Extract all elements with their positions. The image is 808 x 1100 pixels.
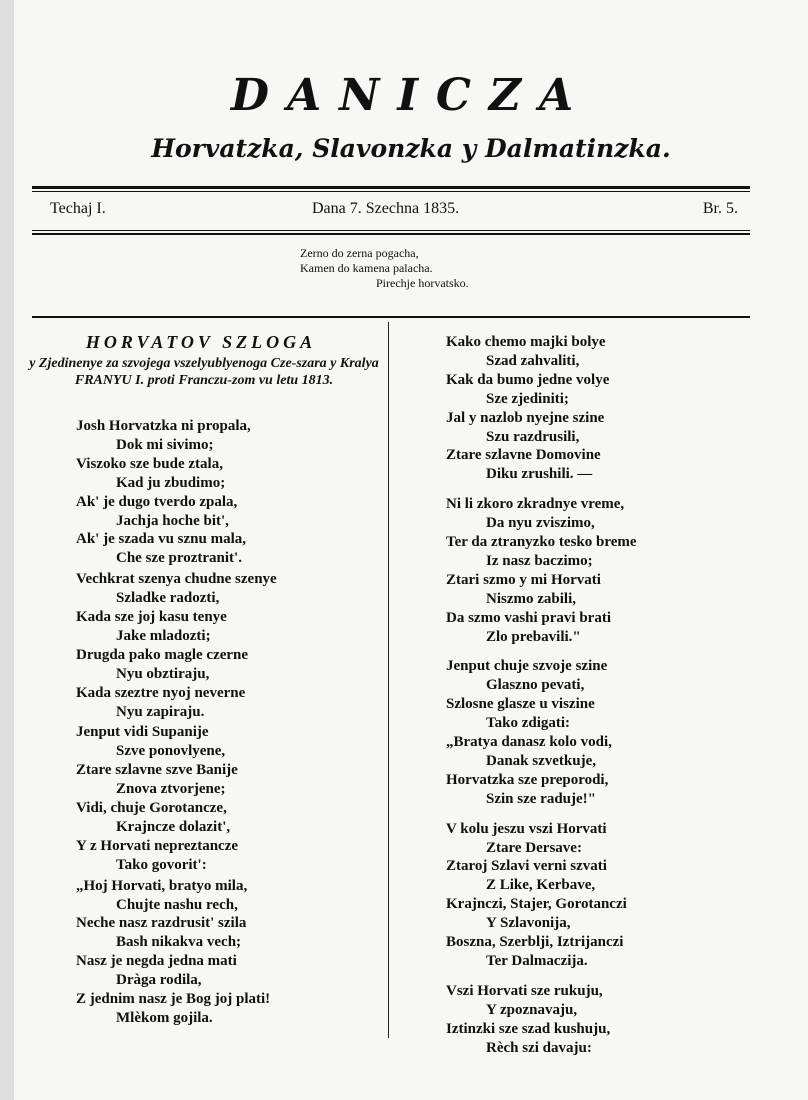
masthead-subtitle: Horvatzka, Slavonzka y Dalmatinzka. [151, 134, 671, 163]
poem-line: Szlosne glasze u viszine [446, 696, 595, 713]
poem-line: Jachja hoche bit', [116, 512, 229, 529]
poem-line: „Hoj Horvati, bratyo mila, [76, 877, 248, 894]
poem-line: Ak' je dugo tverdo zpala, [76, 493, 238, 510]
poem-line: Z Like, Kerbave, [486, 877, 596, 894]
poem-line: Szad zahvaliti, [486, 352, 580, 369]
poem-line: Kad ju zbudimo; [116, 474, 226, 491]
poem-line: V kolu jeszu vszi Horvati [446, 820, 607, 837]
poem-line: Szve ponovlyene, [116, 743, 226, 760]
poem-line: Kak da bumo jedne volye [446, 371, 610, 388]
poem-line: „Bratya danasz kolo vodi, [446, 734, 612, 750]
poem-line: Ztaroj Szlavi verni szvati [446, 858, 607, 875]
poem-line: Danak szvetkuje, [486, 752, 597, 769]
epigraph-source: Pirechje horvatsko. [376, 276, 469, 290]
poem-line: Kada sze joj kasu tenye [76, 609, 227, 625]
poem-line: Dok mi sivimo; [116, 436, 214, 453]
issue-rule-thick [32, 233, 750, 235]
poem-line: Dràga rodila, [116, 972, 202, 989]
poem-line: Zlo prebavili." [486, 628, 581, 645]
poem-line: Kako chemo majki bolye [446, 334, 606, 350]
poem-column-right [446, 334, 766, 1056]
poem-line: Josh Horvatzka ni propala, [76, 418, 251, 434]
poem-line: Krajnczi, Stajer, Gorotanczi [446, 896, 627, 913]
masthead-title: DANICZA [230, 70, 592, 121]
poem-line: Ter da ztranyzko tesko breme [446, 534, 637, 550]
poem-line: Ni li zkoro zkradnye vreme, [446, 496, 625, 513]
poem-line: Viszoko sze bude ztala, [76, 455, 223, 472]
poem-line: Drugda pako magle czerne [76, 646, 249, 663]
poem-line: Horvatzka sze preporodi, [446, 771, 609, 788]
poem-line: Y zpoznavaju, [486, 1001, 578, 1018]
poem-line: Kada szeztre nyoj neverne [76, 684, 246, 701]
poem-line: Iz nasz baczimo; [486, 552, 593, 569]
poem-line: Krajncze dolazit', [116, 818, 231, 835]
poem-line: Diku zrushili. — [486, 466, 593, 483]
poem-line: Ztare szlavne szve Banije [76, 762, 238, 779]
issue-volume: Techaj I. [50, 200, 106, 217]
poem-line: Y Szlavonija, [486, 915, 571, 932]
poem-line: Nyu obztiraju, [116, 665, 210, 682]
poem-line: Iztinzki sze szad kushuju, [446, 1020, 611, 1037]
poem-line: Ztari szmo y mi Horvati [446, 571, 601, 588]
poem-line: Rèch szi davaju: [486, 1039, 592, 1056]
poem-line: Jal y nazlob nyejne szine [446, 409, 605, 426]
poem-title: HORVATOV SZLOGA [85, 332, 317, 352]
poem-line: Szu razdrusili, [486, 428, 580, 445]
column-top-rule [32, 316, 750, 318]
newspaper-page [14, 0, 808, 1100]
poem-line: Ztare szlavne Domovine [446, 447, 601, 464]
poem-line: Szladke radozti, [116, 590, 220, 607]
epigraph-line: Zerno do zerna pogacha, [300, 246, 419, 260]
poem-column-left [76, 418, 376, 1038]
poem-line: Jenput chuje szvoje szine [446, 658, 608, 675]
poem-line: Chujte nashu rech, [116, 896, 238, 913]
poem-line: Jenput vidi Supanije [76, 724, 209, 741]
poem-line: Mlèkom gojila. [116, 1009, 213, 1026]
poem-line: Tako zdigati: [486, 715, 571, 732]
poem-line: Da szmo vashi pravi brati [446, 609, 611, 626]
poem-line: Vechkrat szenya chudne szenye [76, 571, 277, 588]
epigraph-line: Kamen do kamena palacha. [300, 261, 433, 275]
issue-line [50, 200, 738, 222]
poem-line: Nasz je negda jedna mati [76, 953, 237, 970]
masthead-rule-thin [32, 191, 750, 192]
poem-line: Vidi, chuje Gorotancze, [76, 800, 227, 816]
poem-line: Ter Dalmaczija. [486, 952, 588, 969]
masthead-rule-thick [32, 186, 750, 189]
poem-line: Vszi Horvati sze rukuju, [446, 982, 603, 999]
poem-line: Bash nikakva vech; [116, 934, 242, 951]
poem-dedication: y Zjedinenye za szvojega vszelyublyenoga Cze-szara y Kralya FRANYU I. proti Franczu-zom vu letu 1813. [29, 356, 379, 388]
poem-line: Z jednim nasz je Bog joj plati! [76, 991, 271, 1007]
issue-number: Br. 5. [702, 200, 738, 217]
poem-line: Glaszno pevati, [486, 677, 585, 694]
poem-line: Boszna, Szerblji, Iztrijanczi [446, 934, 624, 950]
poem-line: Sze zjediniti; [486, 390, 569, 407]
issue-date: Dana 7. Szechna 1835. [312, 200, 460, 217]
poem-line: Che sze proztranit'. [116, 550, 242, 567]
poem-line: Y z Horvati nepreztancze [76, 837, 239, 854]
issue-rule-thin [32, 230, 750, 231]
poem-line: Tako govorit': [116, 856, 207, 873]
poem-line: Neche nasz razdrusit' szila [76, 915, 247, 932]
poem-line: Znova ztvorjene; [116, 781, 226, 798]
poem-line: Szin sze raduje!" [486, 790, 596, 807]
poem-line: Nyu zapiraju. [116, 703, 205, 720]
poem-line: Jake mladozti; [116, 627, 211, 644]
poem-line: Da nyu zviszimo, [486, 515, 595, 532]
poem-line: Ak' je szada vu sznu mala, [76, 531, 247, 548]
epigraph [300, 246, 469, 291]
poem-line: Niszmo zabili, [486, 590, 576, 607]
poem-line: Ztare Dersave: [486, 839, 582, 856]
column-divider [388, 322, 389, 1038]
